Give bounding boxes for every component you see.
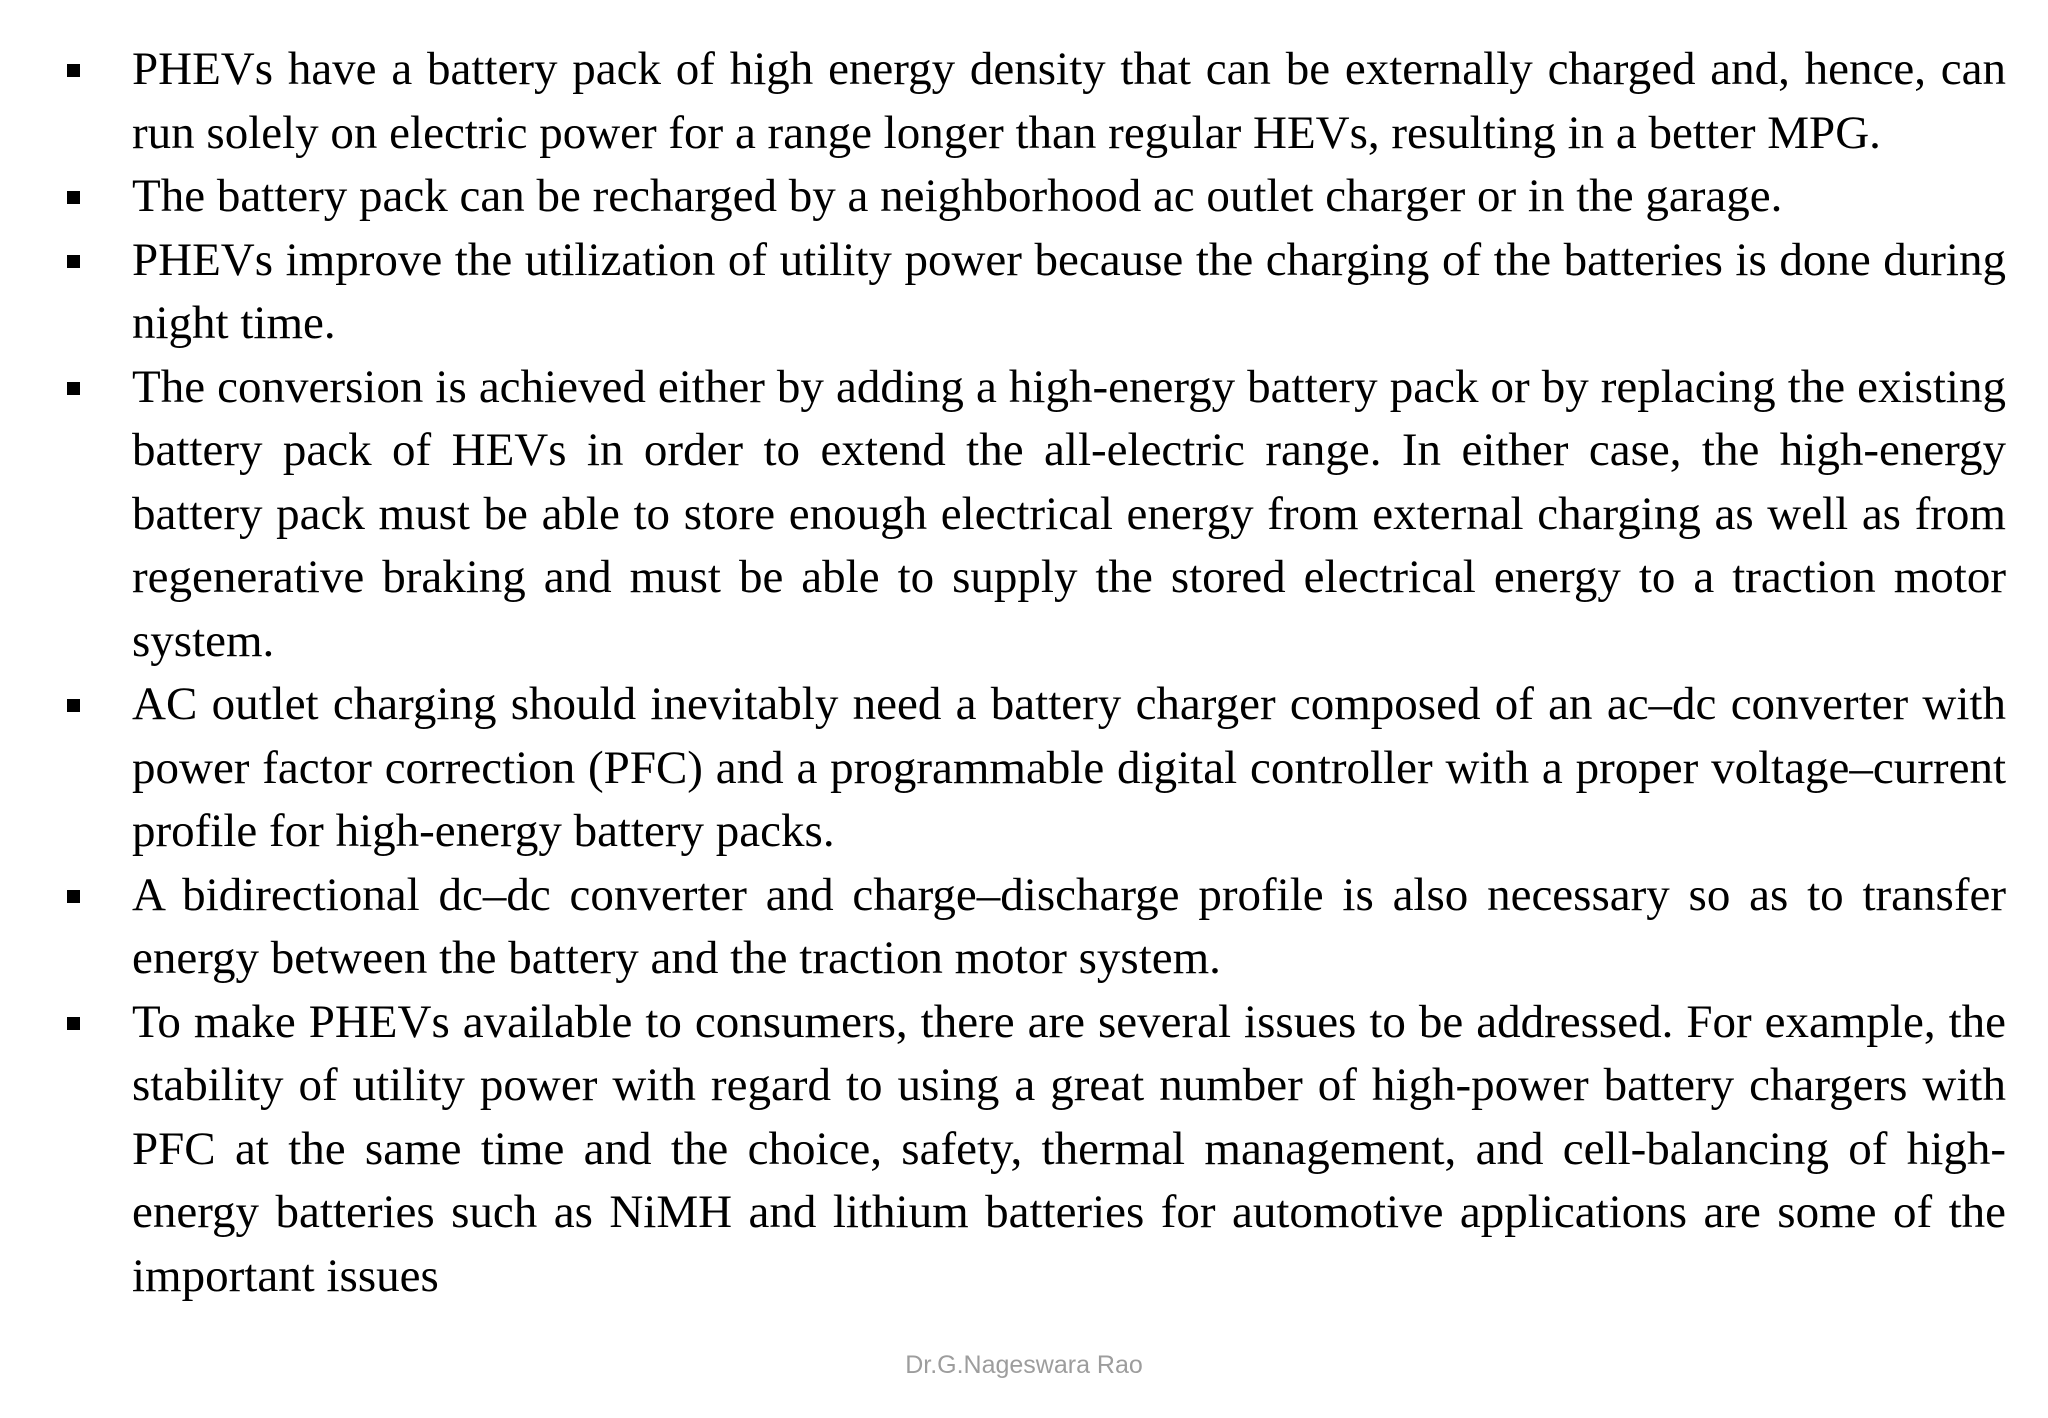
bullet-item-5 xyxy=(62,673,2006,864)
bullet-text: The battery pack can be recharged by a neighborhood ac outlet charger or in the garage. xyxy=(132,170,1783,222)
bullet-item-1 xyxy=(62,38,2006,165)
bullet-item-3 xyxy=(62,229,2006,356)
square-bullet-icon xyxy=(67,191,80,204)
footer-author: Dr.G.Nageswara Rao xyxy=(905,1351,1143,1379)
bullet-text: PHEVs improve the utilization of utility power because the charging of the batteries is done during night time. xyxy=(132,233,2006,349)
bullet-list xyxy=(62,38,2006,1308)
bullet-text: To make PHEVs available to consumers, there are several issues to be addressed. For example, the stability of utility power with regard to using a great number of high-power battery chargers with PFC at the same time and the choice, safety, thermal management, and cell-balancing of high-energy batteries such as NiMH and lithium batteries for automotive applications are some of the important issues xyxy=(132,995,2006,1302)
bullet-item-6 xyxy=(62,864,2006,991)
bullet-text: PHEVs have a battery pack of high energy density that can be externally charged and, hence, can run solely on electric power for a range longer than regular HEVs, resulting in a better MPG. xyxy=(132,43,2006,159)
square-bullet-icon xyxy=(67,255,80,268)
bullet-item-7 xyxy=(62,991,2006,1309)
bullet-item-2 xyxy=(62,165,2006,229)
square-bullet-icon xyxy=(67,1017,80,1030)
bullet-text: AC outlet charging should inevitably need a battery charger composed of an ac–dc converter with power factor correction (PFC) and a programmable digital controller with a proper voltage–current profile for high-energy battery packs. xyxy=(132,678,2006,857)
square-bullet-icon xyxy=(67,890,80,903)
bullet-text: The conversion is achieved either by adding a high-energy battery pack or by replacing the existing battery pack of HEVs in order to extend the all-electric range. In either case, the high-energy battery pack must be able to store enough electrical energy from external charging as well as from regenerative braking and must be able to supply the stored electrical energy to a traction motor system. xyxy=(132,360,2006,667)
square-bullet-icon xyxy=(67,699,80,712)
bullet-item-4 xyxy=(62,356,2006,674)
square-bullet-icon xyxy=(67,382,80,395)
square-bullet-icon xyxy=(67,64,80,77)
bullet-text: A bidirectional dc–dc converter and charge–discharge profile is also necessary so as to transfer energy between the battery and the traction motor system. xyxy=(132,868,2006,984)
